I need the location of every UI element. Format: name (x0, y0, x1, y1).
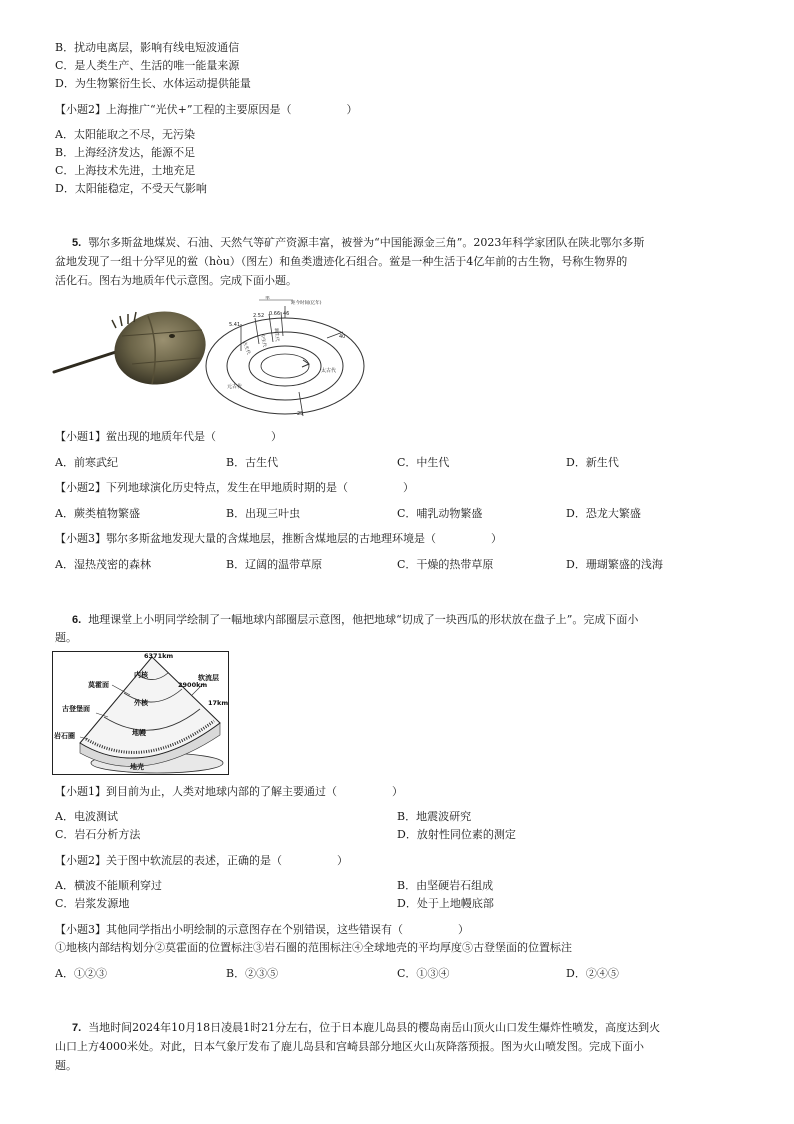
earth-interior-diagram (52, 651, 229, 775)
option-b: B．由坚硬岩石组成 (397, 879, 494, 892)
option-c: C．①③④ (397, 967, 450, 980)
question-stem: 地理课堂上小明同学绘制了一幅地球内部圈层示意图，他把地球“切成了一块西瓜的形状放在盘子上”。完成下面小 (88, 613, 639, 626)
layer-label: 岩石圈 (54, 732, 75, 740)
option-b: B．地震波研究 (397, 810, 472, 823)
layer-label: 地幔 (132, 729, 146, 737)
question-number: 6. (72, 614, 82, 626)
option-d: D．恐龙大繁盛 (566, 507, 641, 520)
tick-label: 0.66 (269, 311, 281, 317)
option-c: C．岩石分析方法 (55, 828, 141, 841)
option-a: A．湿热茂密的森林 (55, 558, 151, 571)
tick-label: 46 (283, 311, 290, 317)
sub-question-stem: 【小题1】到目前为止，人类对地球内部的了解主要通过（ ） (55, 785, 403, 798)
era-label: 中生代 (259, 333, 267, 348)
question-7-line-3: 题。 (55, 1059, 77, 1072)
sub-question-stem: 【小题3】鄂尔多斯盆地发现大量的含煤地层，推断含煤地层的古地理环境是（ ） (55, 532, 502, 545)
option-c: C．干燥的热带草原 (397, 558, 494, 571)
option-d: D．珊瑚繁盛的浅海 (566, 558, 663, 571)
sub-question-stem: 【小题2】关于图中软流层的表述，正确的是（ ） (55, 854, 348, 867)
option-d-line: D．为生物繁衍生长、水体运动提供能量 (55, 77, 251, 90)
sub-question-stem: 【小题1】鲎出现的地质年代是（ ） (55, 430, 282, 443)
sub-question-stem: 【小题3】其他同学指出小明绘制的示意图存在个别错误，这些错误有（ ） (55, 923, 469, 936)
tick-label: 25 (297, 411, 304, 417)
option-b-line: B．扰动电离层，影响有线电短波通信 (55, 41, 240, 54)
question-6-line-2: 题。 (55, 631, 77, 644)
sub-question-stem: 【小题2】下列地球演化历史特点，发生在甲地质时期的是（ ） (55, 481, 414, 494)
sub-question-stem: 【小题2】上海推广“光伏+”工程的主要原因是（ ） (55, 103, 358, 116)
question-6-line-1 (72, 612, 638, 628)
era-label: 新生代 (273, 327, 279, 342)
option-d: D．处于上地幔底部 (397, 897, 494, 910)
boundary-label: 古登堡面 (62, 705, 90, 713)
tick-label: 2.52 (253, 313, 265, 319)
era-short-label: 单 (265, 296, 271, 301)
tick-label: 5.41 (229, 322, 241, 328)
option-a: A．蕨类植物繁盛 (55, 507, 140, 520)
axis-label: 距今时间(亿年) (291, 301, 322, 306)
era-label: 古生代 (241, 340, 251, 356)
option-a: A．前寒武纪 (55, 456, 118, 469)
option-a: A．太阳能取之不尽，无污染 (55, 128, 195, 141)
option-b: B．上海经济发达，能源不足 (55, 146, 196, 159)
era-label: 元古代 (227, 384, 243, 390)
layer-label: 地壳 (130, 763, 144, 771)
option-d: D．放射性同位素的测定 (397, 828, 516, 841)
depth-label: 6371km (144, 652, 174, 660)
option-a: A．电波测试 (55, 810, 118, 823)
geologic-time-diagram (203, 296, 368, 420)
option-d: D．②④⑤ (566, 967, 619, 980)
era-label: 太古代 (321, 368, 337, 374)
question-stem: 鄂尔多斯盆地煤炭、石油、天然气等矿产资源丰富，被誉为“中国能源金三角”。2023年科学家团队在陕北鄂尔多斯 (88, 236, 645, 249)
horseshoe-crab-image (52, 306, 207, 396)
layer-label: 外核 (134, 699, 148, 707)
question-7-line-2: 山口上方4000米处。对此，日本气象厅发布了鹿儿岛县和宫崎县部分地区火山灰降落预报。图为火山喷发图。完成下面小 (55, 1040, 644, 1053)
question-5-line-3: 活化石。图右为地质年代示意图。完成下面小题。 (55, 274, 297, 287)
option-a: A．横波不能顺利穿过 (55, 879, 162, 892)
question-5-line-1 (72, 235, 644, 251)
option-d: D．太阳能稳定，不受天气影响 (55, 182, 207, 195)
layer-label: 内核 (134, 671, 148, 679)
question-number: 7. (72, 1022, 82, 1034)
question-number: 5. (72, 237, 82, 249)
option-c: C．哺乳动物繁盛 (397, 507, 483, 520)
layer-label: 软流层 (198, 674, 219, 682)
option-b: B．古生代 (226, 456, 279, 469)
option-b: B．出现三叶虫 (226, 507, 301, 520)
depth-label: 17km (208, 699, 229, 707)
boundary-label: 莫霍面 (88, 681, 109, 689)
question-7-line-1 (72, 1020, 660, 1036)
option-d: D．新生代 (566, 456, 619, 469)
option-c: C．上海技术先进，土地充足 (55, 164, 196, 177)
option-c: C．岩浆发源地 (55, 897, 130, 910)
option-b: B．辽阔的温带草原 (226, 558, 323, 571)
depth-label: 2900km (178, 681, 208, 689)
option-c: C．中生代 (397, 456, 450, 469)
tick-label: 40 (339, 334, 346, 340)
option-a: A．①②③ (55, 967, 107, 980)
question-stem: 当地时间2024年10月18日凌晨1时21分左右，位于日本鹿儿岛县的樱岛南岳山顶火山口发生爆炸性喷发，高度达到火 (88, 1021, 661, 1034)
statement-list: ①地核内部结构划分②莫霍面的位置标注③岩石圈的范围标注④全球地壳的平均厚度⑤古登堡面的位置标注 (55, 941, 572, 954)
option-c-line: C．是人类生产、生活的唯一能量来源 (55, 59, 240, 72)
option-b: B．②③⑤ (226, 967, 279, 980)
question-5-line-2: 盆地发现了一组十分罕见的鲎（hòu）（图左）和鱼类遗迹化石组合。鲎是一种生活于4亿年前的古生物，号称生物界的 (55, 255, 628, 268)
